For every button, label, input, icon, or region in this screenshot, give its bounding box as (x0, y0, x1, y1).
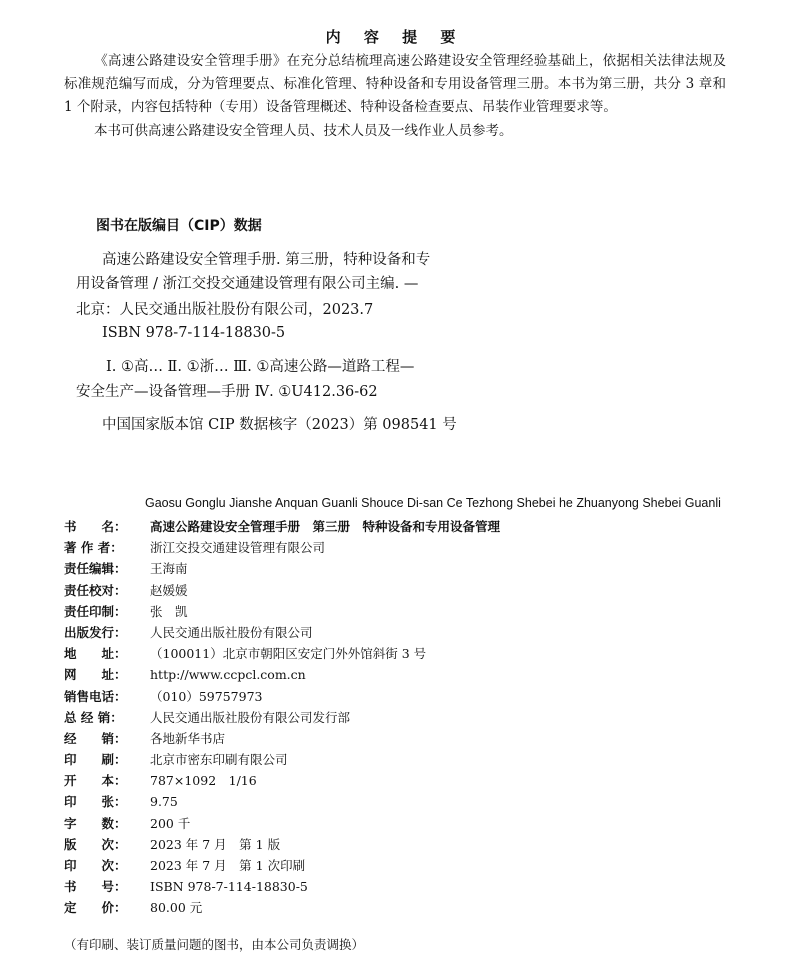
imprint-label: 字 数： (64, 815, 127, 831)
cip-line: Ⅰ. ①高… Ⅱ. ①浙… Ⅲ. ①高速公路—道路工程— (106, 359, 415, 375)
imprint-value: 9.75 (150, 794, 178, 810)
imprint-value: 2023 年 7 月 第 1 次印刷 (150, 858, 306, 873)
imprint-row (64, 855, 764, 876)
imprint-label: 印 次： (64, 858, 127, 873)
imprint-value: 200 千 (150, 815, 191, 831)
imprint-value: （100011）北京市朝阳区安定门外外馆斜街 3 号 (150, 646, 427, 662)
imprint-value: 赵媛媛 (150, 582, 188, 598)
imprint-label: 网 址： (64, 667, 127, 683)
imprint-label: 责任编辑： (64, 561, 127, 577)
imprint-row (64, 558, 764, 579)
imprint-row (64, 897, 764, 918)
pinyin-title: Gaosu Gonglu Jianshe Anquan Guanli Shouce Di-san Ce Tezhong Shebei he Zhuanyong Shebei Guanli (145, 496, 721, 510)
imprint-value: （010）59757973 (150, 688, 263, 704)
imprint-label: 印 张： (64, 794, 127, 810)
summary-paragraph-2: 本书可供高速公路建设安全管理人员、技术人员及一线作业人员参考。 (94, 123, 513, 139)
cip-line: 中国国家版本馆 CIP 数据核字（2023）第 098541 号 (102, 417, 457, 433)
imprint-label: 销售电话： (64, 688, 127, 704)
imprint-label: 责任校对： (64, 582, 127, 598)
imprint-value: http://www.ccpcl.com.cn (150, 667, 306, 683)
imprint-label: 出版发行： (64, 624, 127, 640)
imprint-row (64, 728, 764, 749)
cip-line: 高速公路建设安全管理手册. 第三册，特种设备和专 (102, 252, 431, 268)
imprint-label: 地 址： (64, 646, 127, 662)
imprint-row (64, 813, 764, 834)
imprint-row (64, 834, 764, 855)
imprint-label: 印 刷： (64, 752, 127, 768)
cip-line: 安全生产—设备管理—手册 Ⅳ. ①U412.36-62 (76, 384, 378, 400)
imprint-value: ISBN 978-7-114-18830-5 (150, 879, 308, 895)
imprint-row (64, 749, 764, 770)
imprint-row (64, 876, 764, 897)
imprint-label: 开 本： (64, 773, 127, 789)
imprint-row (64, 580, 764, 601)
imprint-row (64, 770, 764, 791)
imprint-value: 80.00 元 (150, 900, 203, 916)
imprint-value: 高速公路建设安全管理手册 第三册 特种设备和专用设备管理 (150, 519, 501, 534)
imprint-label: 经 销： (64, 730, 127, 746)
imprint-row (64, 707, 764, 728)
imprint-row (64, 686, 764, 707)
imprint-label: 定 价： (64, 900, 127, 916)
imprint-row-title (64, 516, 764, 537)
imprint-row (64, 601, 764, 622)
imprint-row (64, 664, 764, 685)
imprint-label: 总 经 销： (64, 709, 123, 725)
cip-line: ISBN 978-7-114-18830-5 (102, 325, 286, 341)
imprint-label: 书 号： (64, 879, 127, 895)
imprint-label: 版 次： (64, 836, 127, 852)
imprint-value: 人民交通出版社股份有限公司 (150, 624, 313, 640)
quality-note: （有印刷、装订质量问题的图书，由本公司负责调换） (64, 937, 365, 952)
imprint-row (64, 537, 764, 558)
cip-heading: 图书在版编目（CIP）数据 (96, 218, 262, 234)
summary-paragraph-1: 《高速公路建设安全管理手册》在充分总结梳理高速公路建设安全管理经验基础上，依据相关法律法规及标准规范编写而成，分为管理要点、标准化管理、特种设备和专用设备管理三册。本书为第三册，共分 3 章和 1 个附录，内容包括特种（专用）设备管理概述、特种设备检查要点、吊装作业管理要求等。 (64, 53, 726, 115)
imprint-table (64, 516, 764, 919)
imprint-row (64, 791, 764, 812)
imprint-row (64, 622, 764, 643)
imprint-value: 王海南 (150, 561, 188, 577)
imprint-label: 责任印制： (64, 603, 127, 619)
summary-title: 内 容 提 要 (325, 28, 465, 46)
imprint-value: 787×1092 1/16 (150, 773, 257, 789)
imprint-value: 各地新华书店 (150, 730, 226, 746)
imprint-value: 北京市密东印刷有限公司 (150, 752, 288, 768)
imprint-value: 张 凯 (150, 603, 188, 619)
cip-line: 用设备管理 / 浙江交投交通建设管理有限公司主编. — (76, 276, 419, 292)
imprint-value: 2023 年 7 月 第 1 版 (150, 836, 281, 852)
imprint-row (64, 643, 764, 664)
imprint-label: 书 名： (64, 519, 127, 534)
imprint-value: 人民交通出版社股份有限公司发行部 (150, 709, 351, 725)
imprint-value: 浙江交投交通建设管理有限公司 (150, 540, 326, 556)
imprint-label: 著 作 者： (64, 540, 123, 556)
cip-line: 北京：人民交通出版社股份有限公司，2023.7 (76, 302, 374, 318)
